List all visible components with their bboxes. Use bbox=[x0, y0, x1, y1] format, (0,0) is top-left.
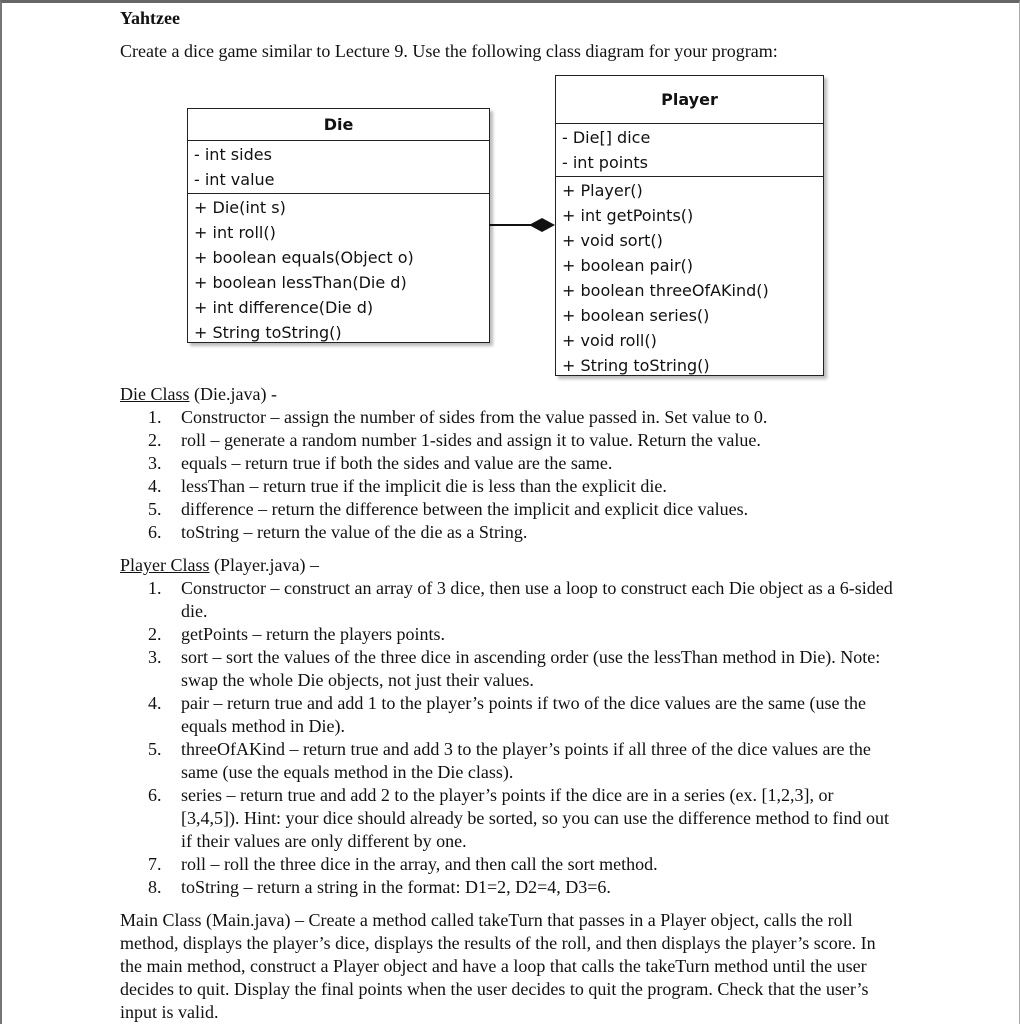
list-item bbox=[148, 452, 893, 475]
die-methods bbox=[188, 194, 489, 346]
die-requirements-list bbox=[148, 406, 893, 544]
player-method: + boolean series() bbox=[562, 306, 710, 325]
item-number: 6. bbox=[148, 522, 162, 542]
player-file-label: (Player.java) – bbox=[209, 555, 319, 575]
die-method: + String toString() bbox=[194, 323, 342, 342]
player-method: + int getPoints() bbox=[562, 206, 694, 225]
die-attribute: - int sides bbox=[194, 145, 272, 164]
item-number: 4. bbox=[148, 476, 162, 496]
list-item bbox=[148, 498, 893, 521]
list-item bbox=[148, 646, 893, 692]
list-item bbox=[148, 692, 893, 738]
die-method: + boolean lessThan(Die d) bbox=[194, 273, 407, 292]
die-class-box bbox=[187, 108, 490, 343]
list-item bbox=[148, 406, 893, 429]
document-title: Yahtzee bbox=[120, 8, 180, 28]
die-class-name: Die bbox=[188, 109, 489, 141]
item-number: 2. bbox=[148, 430, 162, 450]
player-requirements-list bbox=[148, 577, 893, 899]
player-attributes bbox=[556, 124, 823, 177]
player-attribute: - int points bbox=[562, 153, 648, 172]
item-text: roll – roll the three dice in the array, and then call the sort method. bbox=[181, 854, 658, 874]
player-class-box bbox=[555, 75, 824, 376]
die-method: + int roll() bbox=[194, 223, 276, 242]
player-class-link: Player Class bbox=[120, 555, 210, 575]
item-text: Constructor – construct an array of 3 dice, then use a loop to construct each Die object as a 6-sided die. bbox=[181, 578, 893, 621]
item-number: 5. bbox=[148, 739, 162, 759]
item-text: series – return true and add 2 to the player’s points if the dice are in a series (ex. [1,2,3], or [3,4,5]). Hint: your dice should already be sorted, so you can use the difference method to find out if their values are only different by one. bbox=[181, 785, 889, 851]
list-item bbox=[148, 577, 893, 623]
item-text: getPoints – return the players points. bbox=[181, 624, 445, 644]
item-text: toString – return a string in the format: D1=2, D2=4, D3=6. bbox=[181, 877, 611, 897]
item-number: 8. bbox=[148, 877, 162, 897]
item-number: 1. bbox=[148, 578, 162, 598]
list-item bbox=[148, 738, 893, 784]
list-item bbox=[148, 784, 893, 853]
item-number: 5. bbox=[148, 499, 162, 519]
player-method: + void sort() bbox=[562, 231, 663, 250]
die-section-heading bbox=[120, 384, 277, 405]
item-text: lessThan – return true if the implicit die is less than the explicit die. bbox=[181, 476, 667, 496]
item-number: 1. bbox=[148, 407, 162, 427]
main-class-paragraph: Main Class (Main.java) – Create a method called takeTurn that passes in a Player object, calls the roll method, displays the player’s dice, displays the results of the roll, and then displays the player’s score. In the main method, construct a Player object and have a loop that calls the takeTurn method until the user decides to quit. Display the final points when the user decides to quit the program. Check that the user’s input is valid. bbox=[120, 910, 876, 1022]
player-section-heading bbox=[120, 555, 319, 576]
list-item bbox=[148, 521, 893, 544]
item-number: 3. bbox=[148, 453, 162, 473]
list-item bbox=[148, 876, 893, 899]
item-text: Constructor – assign the number of sides from the value passed in. Set value to 0. bbox=[181, 407, 768, 427]
player-class-name: Player bbox=[556, 76, 823, 124]
item-text: equals – return true if both the sides and value are the same. bbox=[181, 453, 613, 473]
die-method: + int difference(Die d) bbox=[194, 298, 374, 317]
item-text: sort – sort the values of the three dice in ascending order (use the lessThan method in Die). Note: swap the whole Die objects, not just their values. bbox=[181, 647, 881, 690]
player-method: + boolean threeOfAKind() bbox=[562, 281, 769, 300]
item-number: 4. bbox=[148, 693, 162, 713]
player-methods bbox=[556, 177, 823, 379]
item-text: pair – return true and add 1 to the player’s points if two of the dice values are the same (use the equals method in Die). bbox=[181, 693, 866, 736]
list-item bbox=[148, 429, 893, 452]
player-method: + Player() bbox=[562, 181, 643, 200]
item-number: 2. bbox=[148, 624, 162, 644]
item-text: threeOfAKind – return true and add 3 to the player’s points if all three of the dice values are the same (use the equals method in the Die class). bbox=[181, 739, 871, 782]
item-text: toString – return the value of the die as a String. bbox=[181, 522, 528, 542]
player-attribute: - Die[] dice bbox=[562, 128, 651, 147]
list-item bbox=[148, 853, 893, 876]
intro-text: Create a dice game similar to Lecture 9. Use the following class diagram for your program: bbox=[120, 41, 778, 61]
list-item bbox=[148, 623, 893, 646]
die-file-label: (Die.java) - bbox=[189, 384, 277, 404]
composition-diamond-icon bbox=[529, 218, 555, 232]
item-number: 6. bbox=[148, 785, 162, 805]
composition-connector bbox=[489, 215, 557, 235]
die-class-link: Die Class bbox=[120, 384, 190, 404]
list-item bbox=[148, 475, 893, 498]
die-method: + boolean equals(Object o) bbox=[194, 248, 414, 267]
player-method: + String toString() bbox=[562, 356, 710, 375]
die-attribute: - int value bbox=[194, 170, 275, 189]
item-text: roll – generate a random number 1-sides and assign it to value. Return the value. bbox=[181, 430, 761, 450]
item-text: difference – return the difference between the implicit and explicit dice values. bbox=[181, 499, 749, 519]
item-number: 7. bbox=[148, 854, 162, 874]
player-method: + boolean pair() bbox=[562, 256, 694, 275]
die-attributes bbox=[188, 141, 489, 194]
item-number: 3. bbox=[148, 647, 162, 667]
die-method: + Die(int s) bbox=[194, 198, 286, 217]
player-method: + void roll() bbox=[562, 331, 657, 350]
